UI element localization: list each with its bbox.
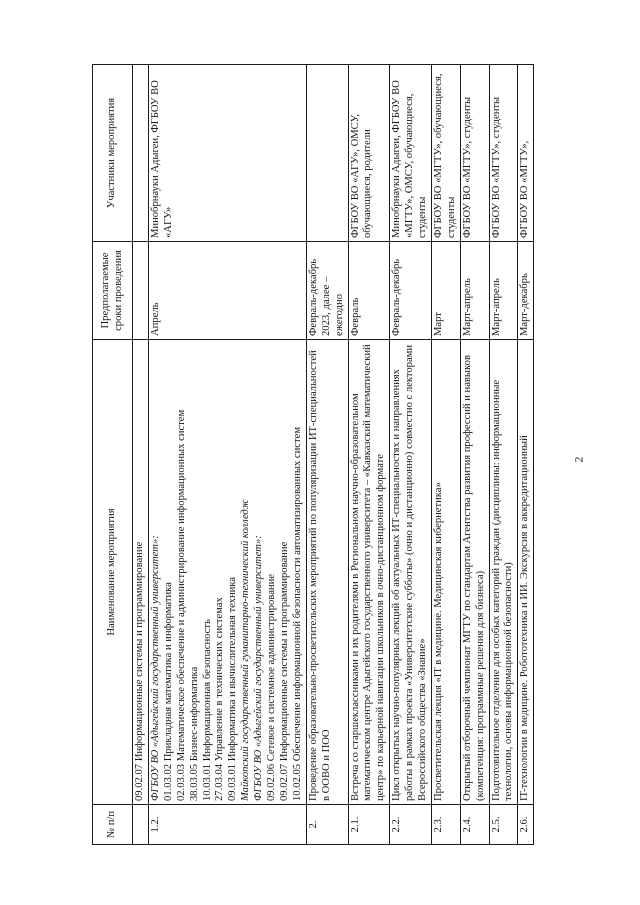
header-num: № п/п bbox=[93, 805, 133, 845]
header-term: Предполагаемые сроки проведения bbox=[93, 242, 133, 340]
name-line: 02.03.03 Математическое обеспечение и администрирование информационных систем bbox=[175, 409, 187, 801]
row-participants bbox=[133, 65, 149, 242]
row-participants: ФГБОУ ВО «МГТУ», обучающиеся, студенты bbox=[431, 65, 460, 242]
row-num: 2.1. bbox=[348, 805, 390, 845]
name-line: 10.02.05 Обеспечение информационной безопасности автоматизированных систем bbox=[291, 426, 303, 801]
events-table bbox=[92, 64, 534, 845]
table-row bbox=[348, 65, 390, 845]
table-row bbox=[390, 65, 432, 845]
row-term: Февраль bbox=[348, 242, 390, 340]
row-num: 2.2. bbox=[390, 805, 432, 845]
name-line: ФГБОУ ВО «Адыгейский государственный университет»: bbox=[149, 535, 161, 801]
row-num bbox=[133, 805, 149, 845]
row-term: Март-апрель bbox=[460, 242, 489, 340]
row-name: Подготовительное отделение для особых категорий граждан (дисциплины: информационные технологии, основы информационной безопасности) bbox=[489, 340, 518, 805]
name-line: 09.02.07 Информационные системы и программирование bbox=[278, 541, 290, 801]
table-row bbox=[460, 65, 489, 845]
row-num: 1.2. bbox=[148, 805, 306, 845]
name-line: 10.03.01 Информационная безопасность bbox=[201, 619, 213, 801]
row-name: Проведение образовательно-просветительских мероприятий по популяризации ИТ-специальностей в ООВО и ПОО bbox=[306, 340, 348, 805]
name-line: 09.03.01 Информатика и вычислительная техника bbox=[227, 577, 239, 801]
row-participants: ФГБОУ ВО «АГУ», ОМСУ, обучающиеся, родители bbox=[348, 65, 390, 242]
name-line: ФГБОУ ВО «Адыгейский государственный университет»: bbox=[253, 535, 265, 801]
row-num: 2.3. bbox=[431, 805, 460, 845]
name-line: 38.03.05 Бизнес-информатика bbox=[188, 666, 200, 801]
row-name: Цикл открытых научно-популярных лекций об актуальных ИТ-специальностях и направлениях работы в рамках проекта «Университетские субботы» (очно и дистанционно) совместно с лекторами Всероссийского общества «Знание» bbox=[390, 340, 432, 805]
table-row bbox=[518, 65, 534, 845]
table-header-row bbox=[93, 65, 133, 845]
row-participants bbox=[306, 65, 348, 242]
row-name bbox=[148, 340, 306, 805]
row-term: Март-декабрь bbox=[518, 242, 534, 340]
page-number: 2 bbox=[571, 456, 586, 463]
row-term: Февраль-декабрь bbox=[390, 242, 432, 340]
row-term: Февраль-декабрь 2023, далее – ежегодно bbox=[306, 242, 348, 340]
name-line: 01.03.02 Прикладная математика и информатика bbox=[162, 582, 174, 801]
row-participants: ФГБОУ ВО «МГТУ», студенты bbox=[460, 65, 489, 242]
table-row bbox=[431, 65, 460, 845]
row-num: 2.4. bbox=[460, 805, 489, 845]
row-num: 2.5. bbox=[489, 805, 518, 845]
row-participants: Минобрнауки Адыгеи, ФГБОУ ВО «МГТУ», ОМСУ, обучающиеся, студенты bbox=[390, 65, 432, 242]
table-row bbox=[148, 65, 306, 845]
row-name: Просветительская лекция «IT в медицине. Медицинская кибернетика» bbox=[431, 340, 460, 805]
row-term: Март-апрель bbox=[489, 242, 518, 340]
header-participants: Участники мероприятия bbox=[93, 65, 133, 242]
header-name: Наименование мероприятия bbox=[93, 340, 133, 805]
name-line: 27.03.04 Управление в технических системах bbox=[214, 597, 226, 801]
row-name: 09.02.07 Информационные системы и программирование bbox=[133, 340, 149, 805]
row-name: IT-технологии в медицине. Робототехника и ИИ. Экскурсия в аккредитационный bbox=[518, 340, 534, 805]
row-num: 2.6. bbox=[518, 805, 534, 845]
rotated-table-container bbox=[92, 65, 531, 845]
row-num: 2. bbox=[306, 805, 348, 845]
name-line: 09.02.06 Сетевое и системное администрирование bbox=[266, 574, 278, 801]
table-row bbox=[489, 65, 518, 845]
name-line: Майкопский государственный гуманитарно-технический колледж bbox=[240, 499, 252, 801]
row-participants: Минобрнауки Адыгеи, ФГБОУ ВО «АГУ» bbox=[148, 65, 306, 242]
row-name: Встреча со старшеклассниками и их родителями в Региональном научно-образовательном математическом центре Адыгейского государственного университета – «Кавказский математический центр» по карьерной навигации школьников в очно-дистанционном формате bbox=[348, 340, 390, 805]
table-row bbox=[133, 65, 149, 845]
row-participants: ФГБОУ ВО «МГТУ», bbox=[518, 65, 534, 242]
row-participants: ФГБОУ ВО «МГТУ», студенты bbox=[489, 65, 518, 242]
row-term: Март bbox=[431, 242, 460, 340]
table-row bbox=[306, 65, 348, 845]
row-term: Апрель bbox=[148, 242, 306, 340]
row-name: Открытый отборочный чемпионат МГТУ по стандартам Агентства развития профессий и навыков (компетенция: программные решения для бизнеса) bbox=[460, 340, 489, 805]
row-term bbox=[133, 242, 149, 340]
